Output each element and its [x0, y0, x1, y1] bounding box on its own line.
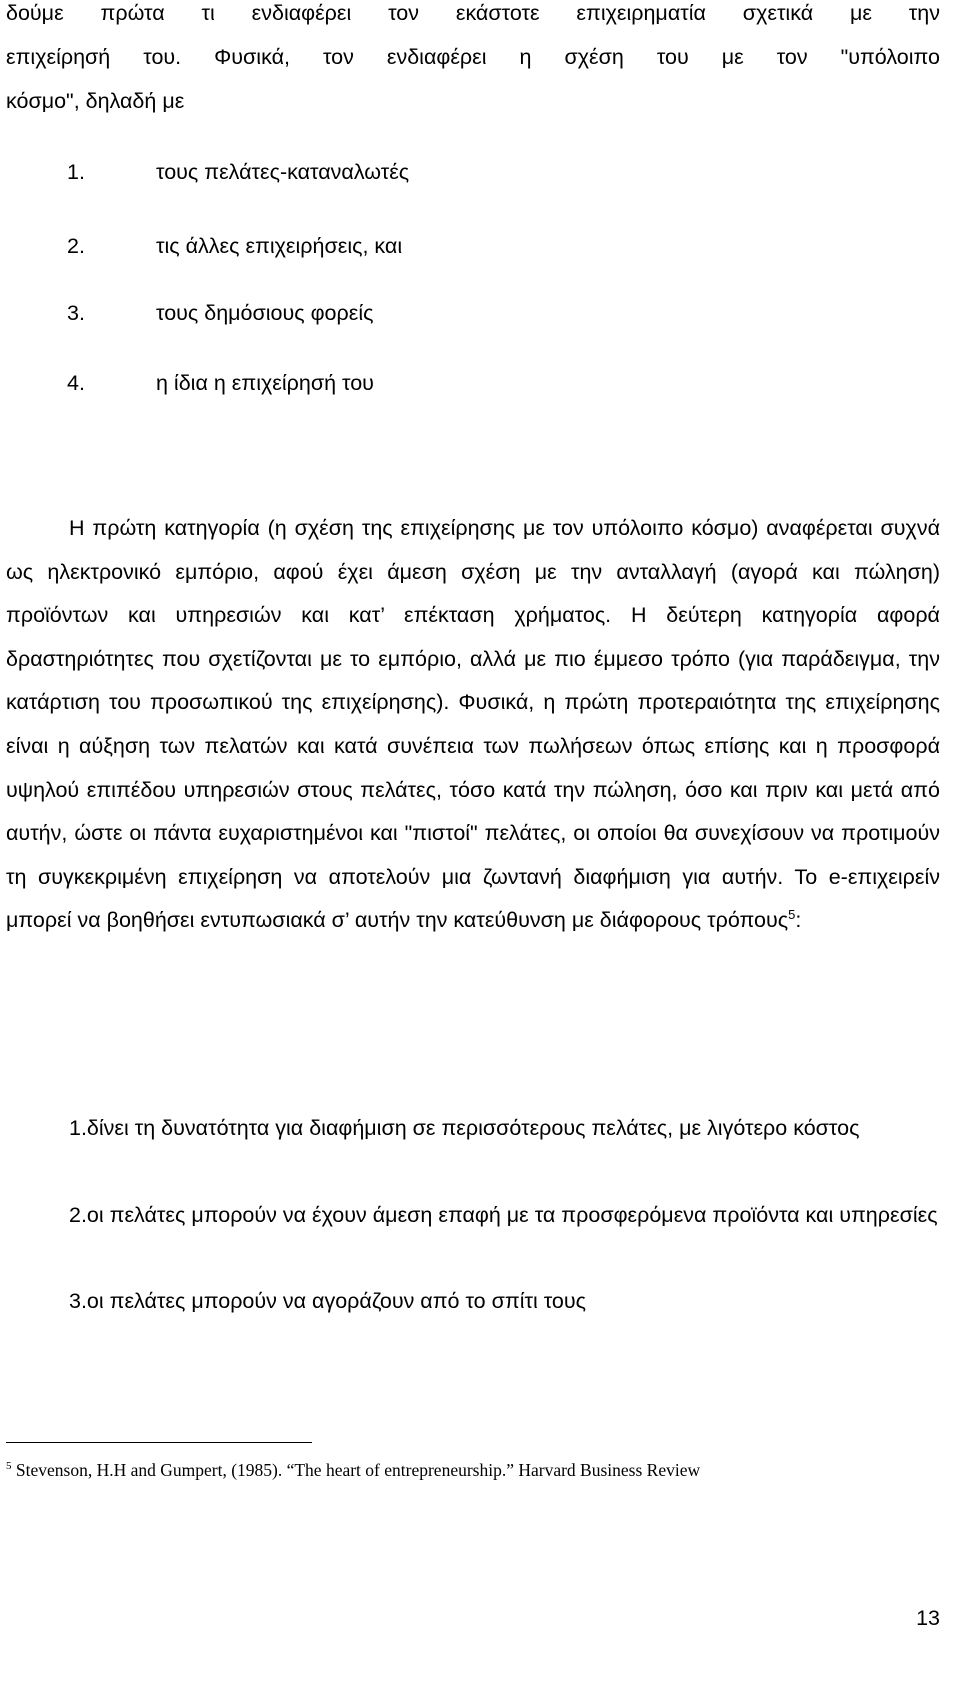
body-paragraph — [6, 507, 940, 943]
list-number: 3. — [67, 301, 85, 325]
paragraph-text: Η πρώτη κατηγορία (η σχέση της επιχείρησης με τον υπόλοιπο κόσμο) αναφέρεται συχνά ως ηλεκτρονικό εμπόριο, αφού έχει άμεση σχέση με την ανταλλαγή (αγορά και πώληση) προϊόντων και υπηρεσιών και κατ’ επέκταση χρήματος. Η δεύτερη κατηγορία αφορά δραστηριότητες που σχετίζονται με το εμπόριο, αλλά με πιο έμμεσο τρόπο (για παράδειγμα, την κατάρτιση του προσωπικού της επιχείρησης). Φυσικά, η πρώτη προτεραιότητα της επιχείρησης είναι η αύξηση των πελατών και κατά συνέπεια των πωλήσεων όπως επίσης και η προσφορά υψηλού επιπέδου υπηρεσιών στους πελάτες, τόσο κατά την πώληση, όσο και πριν και μετά από αυτήν, ώστε οι πάντα ευχαριστημένοι και "πιστοί" πελάτες, οι οποίοι θα συνεχίσουν να προτιμούν τη συγκεκριμένη επιχείρηση να αποτελούν μια ζωντανή διαφήμιση για αυτήν. Το e-επιχειρείν μπορεί να βοηθήσει εντυπωσιακά σ’ αυτήν την κατεύθυνση με διάφορους τρόπους — [6, 516, 940, 933]
footnote-text: Stevenson, H.H and Gumpert, (1985). “The heart of entrepreneurship.” Harvard Business Review — [11, 1460, 701, 1480]
list-text: τους δημόσιους φορείς — [156, 301, 374, 325]
page-number: 13 — [916, 1606, 940, 1630]
footnote-ref: 5 — [788, 907, 796, 923]
footnote-number: 5 — [6, 1460, 12, 1473]
intro-line-3: κόσμο", δηλαδή με — [6, 89, 185, 113]
list-number: 4. — [67, 371, 85, 395]
footnote — [6, 1458, 700, 1482]
paragraph-tail: : — [795, 908, 802, 933]
list2-item-3: 3.οι πελάτες μπορούν να αγοράζουν από το σπίτι τους — [69, 1289, 586, 1313]
list-item — [67, 368, 374, 398]
intro-line-1: δούμε πρώτα τι ενδιαφέρει τον εκάστοτε επιχειρηματία σχετικά με την — [6, 1, 940, 25]
list-text: τις άλλες επιχειρήσεις, και — [156, 234, 403, 258]
list2-item-2: 2.οι πελάτες μπορούν να έχουν άμεση επαφή με τα προσφερόμενα προϊόντα και υπηρεσίες — [69, 1203, 938, 1227]
footnote-separator — [6, 1442, 312, 1443]
list-item — [67, 231, 402, 261]
list-text: τους πελάτες-καταναλωτές — [156, 160, 410, 184]
list-item — [67, 157, 409, 187]
list-item — [67, 298, 373, 328]
list-number: 1. — [67, 160, 85, 184]
list2-item-1: 1.δίνει τη δυνατότητα για διαφήμιση σε περισσότερους πελάτες, με λιγότερο κόστος — [69, 1116, 860, 1140]
list-text: η ίδια η επιχείρησή του — [156, 371, 374, 395]
list-number: 2. — [67, 234, 85, 258]
intro-line-2: επιχείρησή του. Φυσικά, τον ενδιαφέρει η σχέση του με τον "υπόλοιπο — [6, 45, 940, 69]
